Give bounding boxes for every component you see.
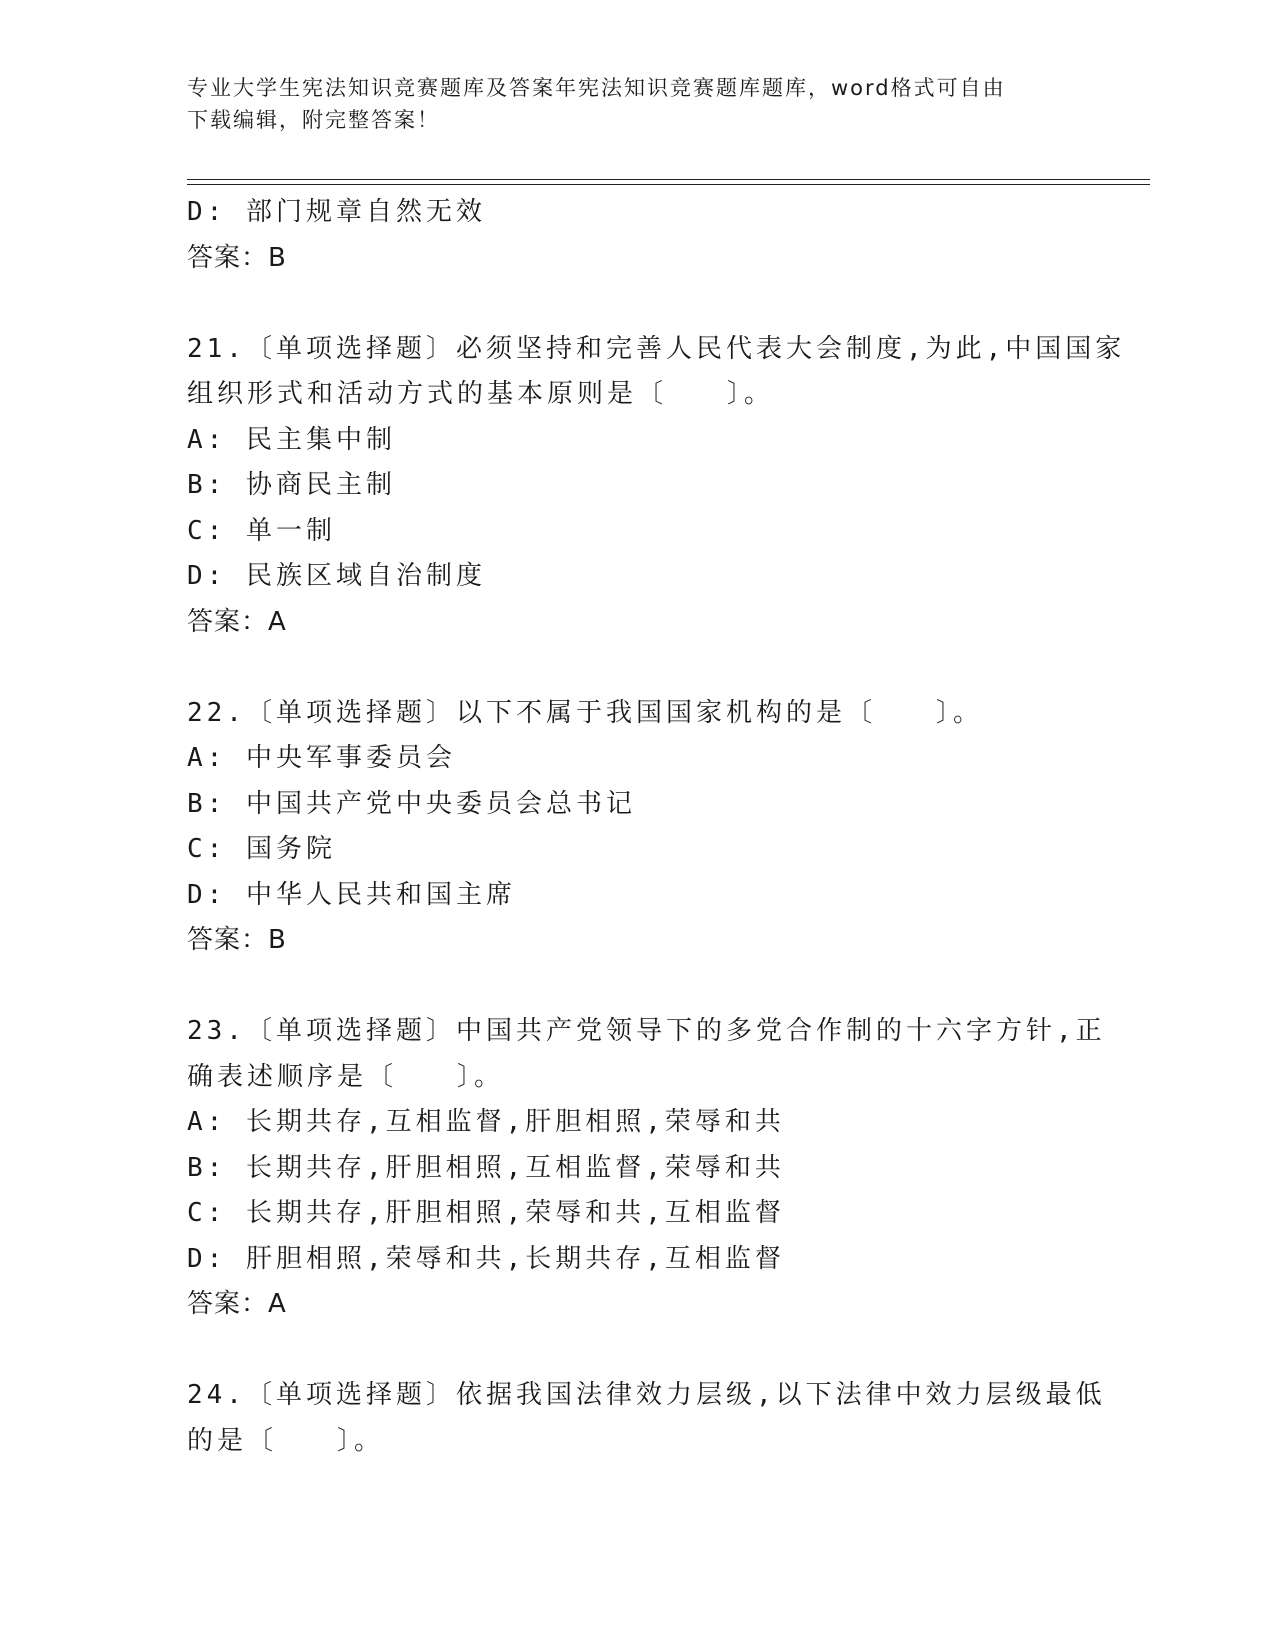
option-c: C: 单一制	[187, 515, 336, 546]
option-a: A: 中央军事委员会	[187, 743, 456, 773]
question-list	[187, 190, 1126, 1464]
question-stem-continued: 的是〔 〕。	[187, 1425, 385, 1456]
spacer	[187, 964, 1087, 1010]
option-a: A: 民主集中制	[187, 424, 396, 455]
option-d: D: 民族区域自治制度	[187, 561, 486, 591]
option-c: C: 长期共存,肝胆相照,荣辱和共,互相监督	[187, 1198, 785, 1228]
answer-line: 答案：B	[187, 925, 287, 955]
spacer	[187, 281, 1087, 327]
spacer	[187, 1328, 1087, 1374]
option-d: D: 中华人民共和国主席	[187, 879, 516, 910]
document-header	[187, 72, 1067, 136]
question-stem: 23.〔单项选择题〕中国共产党领导下的多党合作制的十六字方针,正	[187, 1016, 1106, 1046]
header-line-2: 下载编辑，附完整答案！	[187, 108, 440, 132]
question-stem: 21.〔单项选择题〕必须坚持和完善人民代表大会制度,为此,中国国家	[187, 333, 1126, 364]
question-stem-continued: 组织形式和活动方式的基本原则是〔 〕。	[187, 379, 775, 409]
option-d: D: 肝胆相照,荣辱和共,长期共存,互相监督	[187, 1243, 785, 1274]
question-stem-continued: 确表述顺序是〔 〕。	[187, 1061, 505, 1092]
previous-question-tail	[187, 190, 1087, 281]
question-24	[187, 1373, 1106, 1464]
option-b: B: 协商民主制	[187, 470, 396, 500]
spacer	[187, 645, 1087, 691]
option-b: B: 中国共产党中央委员会总书记	[187, 788, 636, 819]
question-22	[187, 691, 1087, 964]
answer-line: 答案：A	[187, 1289, 287, 1319]
option-a: A: 长期共存,互相监督,肝胆相照,荣辱和共	[187, 1107, 785, 1137]
answer-line: 答案：B	[187, 242, 287, 273]
question-stem: 22.〔单项选择题〕以下不属于我国国家机构的是〔 〕。	[187, 697, 983, 728]
header-divider-top	[187, 179, 1150, 180]
option-b: B: 长期共存,肝胆相照,互相监督,荣辱和共	[187, 1152, 785, 1183]
question-23	[187, 1009, 1106, 1328]
header-line-1: 专业大学生宪法知识竞赛题库及答案年宪法知识竞赛题库题库，word格式可自由	[187, 76, 1006, 100]
question-stem: 24.〔单项选择题〕依据我国法律效力层级,以下法律中效力层级最低	[187, 1380, 1106, 1410]
header-divider-bottom	[187, 184, 1150, 185]
question-21	[187, 327, 1126, 646]
answer-line: 答案：A	[187, 606, 287, 637]
option-c: C: 国务院	[187, 834, 336, 864]
option-d: D: 部门规章自然无效	[187, 197, 486, 227]
